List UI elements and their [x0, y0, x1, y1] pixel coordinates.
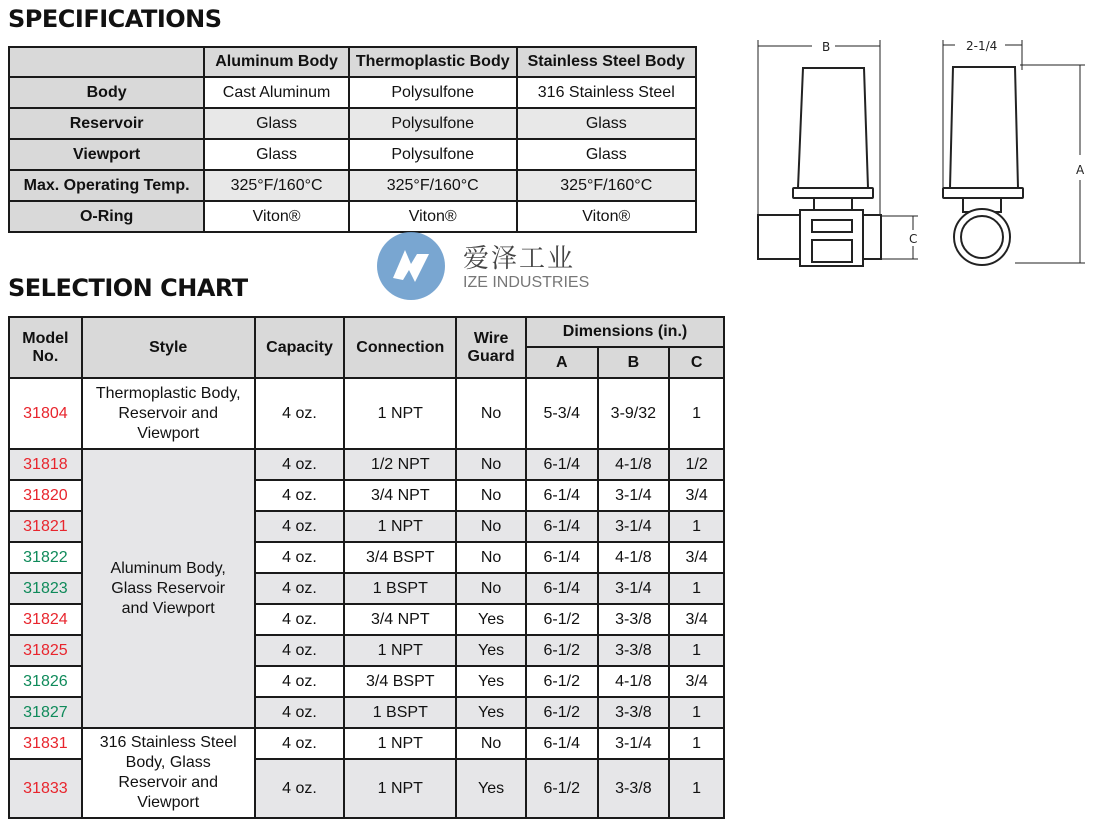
spec-row-max-temp [9, 170, 696, 201]
ize-industries-watermark [375, 230, 605, 302]
connection: 1 NPT [344, 635, 456, 666]
wire-guard: Yes [456, 666, 526, 697]
capacity: 4 oz. [255, 378, 345, 449]
dim-b: 3-1/4 [598, 511, 670, 542]
selection-chart-table [8, 316, 725, 819]
dim-b: 4-1/8 [598, 449, 670, 480]
dim-b: 3-1/4 [598, 728, 670, 759]
header-dim-b: B [598, 347, 670, 378]
connection: 3/4 BSPT [344, 542, 456, 573]
style-text: 316 Stainless Steel Body, Glass Reservoir and Viewport [99, 734, 237, 811]
connection: 1 NPT [344, 378, 456, 449]
model-number: 31827 [9, 697, 82, 728]
wire-guard: Yes [456, 604, 526, 635]
dim-c: 1 [669, 378, 724, 449]
dim-a: 6-1/2 [526, 759, 598, 818]
dim-a: 6-1/2 [526, 697, 598, 728]
dim-c: 1/2 [669, 449, 724, 480]
wire-guard: No [456, 728, 526, 759]
model-number: 31833 [9, 759, 82, 818]
wire-guard: No [456, 378, 526, 449]
dim-a: 6-1/2 [526, 666, 598, 697]
spec-value: Cast Aluminum [204, 77, 349, 108]
dim-c: 1 [669, 759, 724, 818]
specifications-title: SPECIFICATIONS [8, 5, 222, 33]
spec-row-viewport [9, 139, 696, 170]
capacity: 4 oz. [255, 573, 345, 604]
dim-a: 6-1/4 [526, 511, 598, 542]
dim-c: 1 [669, 697, 724, 728]
capacity: 4 oz. [255, 635, 345, 666]
wire-guard: No [456, 542, 526, 573]
dim-c: 1 [669, 728, 724, 759]
spec-label: Max. Operating Temp. [9, 170, 204, 201]
model-number: 31826 [9, 666, 82, 697]
header-wire-guard [456, 317, 526, 378]
dim-a: 6-1/4 [526, 480, 598, 511]
table-row [9, 449, 724, 480]
dim-b: 3-3/8 [598, 635, 670, 666]
header-style: Style [82, 317, 255, 378]
wire-guard: Yes [456, 697, 526, 728]
dim-a: 6-1/2 [526, 604, 598, 635]
dim-c: 3/4 [669, 666, 724, 697]
spec-label: Body [9, 77, 204, 108]
spec-row-body [9, 77, 696, 108]
header-connection: Connection [344, 317, 456, 378]
style-text: Aluminum Body, Glass Reservoir and Viewport [110, 559, 226, 617]
header-model-label: Model No. [22, 329, 69, 365]
connection: 1 BSPT [344, 573, 456, 604]
dim-a: 6-1/2 [526, 635, 598, 666]
dim-b: 3-3/8 [598, 759, 670, 818]
dim-b: 3-1/4 [598, 480, 670, 511]
dim-b: 3-3/8 [598, 604, 670, 635]
header-dim-a: A [526, 347, 598, 378]
spec-label: Viewport [9, 139, 204, 170]
style-cell [82, 728, 255, 818]
dimension-label-c: C [909, 232, 918, 246]
spec-value: Viton® [517, 201, 696, 232]
spec-header-empty [9, 47, 204, 77]
model-number: 31804 [9, 378, 82, 449]
dim-a: 5-3/4 [526, 378, 598, 449]
dim-c: 3/4 [669, 480, 724, 511]
dimension-label-a: A [1076, 163, 1085, 177]
dimension-label-width: 2-1/4 [966, 39, 998, 53]
model-number: 31821 [9, 511, 82, 542]
wire-guard: Yes [456, 635, 526, 666]
dimension-label-b: B [822, 40, 831, 54]
capacity: 4 oz. [255, 728, 345, 759]
capacity: 4 oz. [255, 542, 345, 573]
header-wire-guard-label: Wire Guard [467, 329, 515, 365]
style-cell [82, 449, 255, 728]
spec-row-reservoir [9, 108, 696, 139]
capacity: 4 oz. [255, 604, 345, 635]
dim-b: 4-1/8 [598, 542, 670, 573]
ize-logo-icon [375, 230, 447, 302]
dim-a: 6-1/4 [526, 542, 598, 573]
spec-value: Glass [517, 108, 696, 139]
connection: 3/4 NPT [344, 604, 456, 635]
spec-value: Polysulfone [349, 108, 517, 139]
wire-guard: Yes [456, 759, 526, 818]
dim-c: 3/4 [669, 542, 724, 573]
style-text: Thermoplastic Body, Reservoir and Viewport [95, 384, 241, 442]
spec-value: 325°F/160°C [204, 170, 349, 201]
watermark-english: IZE INDUSTRIES [463, 274, 590, 291]
spec-value: 325°F/160°C [517, 170, 696, 201]
connection: 1 NPT [344, 759, 456, 818]
wire-guard: No [456, 480, 526, 511]
connection: 1/2 NPT [344, 449, 456, 480]
spec-label: Reservoir [9, 108, 204, 139]
dimension-drawing [740, 30, 1100, 285]
model-number: 31818 [9, 449, 82, 480]
capacity: 4 oz. [255, 449, 345, 480]
model-number: 31823 [9, 573, 82, 604]
header-dimensions: Dimensions (in.) [526, 317, 724, 347]
spec-value: Viton® [349, 201, 517, 232]
connection: 1 NPT [344, 728, 456, 759]
dim-c: 3/4 [669, 604, 724, 635]
capacity: 4 oz. [255, 480, 345, 511]
capacity: 4 oz. [255, 759, 345, 818]
model-number: 31825 [9, 635, 82, 666]
connection: 3/4 NPT [344, 480, 456, 511]
spec-value: Viton® [204, 201, 349, 232]
spec-value: 325°F/160°C [349, 170, 517, 201]
wire-guard: No [456, 511, 526, 542]
model-number: 31831 [9, 728, 82, 759]
dim-c: 1 [669, 573, 724, 604]
dim-b: 3-1/4 [598, 573, 670, 604]
dim-b: 3-3/8 [598, 697, 670, 728]
dim-c: 1 [669, 511, 724, 542]
model-number: 31824 [9, 604, 82, 635]
wire-guard: No [456, 449, 526, 480]
specifications-table [8, 46, 697, 233]
spec-value: Glass [204, 139, 349, 170]
dim-b: 3-9/32 [598, 378, 670, 449]
model-number: 31820 [9, 480, 82, 511]
connection: 1 BSPT [344, 697, 456, 728]
spec-value: Glass [517, 139, 696, 170]
spec-header-aluminum: Aluminum Body [204, 47, 349, 77]
spec-row-o-ring [9, 201, 696, 232]
header-model-no [9, 317, 82, 378]
capacity: 4 oz. [255, 697, 345, 728]
spec-value: Polysulfone [349, 77, 517, 108]
dim-a: 6-1/4 [526, 728, 598, 759]
table-row [9, 728, 724, 759]
table-row [9, 378, 724, 449]
style-cell [82, 378, 255, 449]
connection: 1 NPT [344, 511, 456, 542]
spec-header-stainless: Stainless Steel Body [517, 47, 696, 77]
spec-header-thermoplastic: Thermoplastic Body [349, 47, 517, 77]
spec-label: O-Ring [9, 201, 204, 232]
wire-guard: No [456, 573, 526, 604]
dim-b: 4-1/8 [598, 666, 670, 697]
spec-value: Polysulfone [349, 139, 517, 170]
dim-c: 1 [669, 635, 724, 666]
spec-value: 316 Stainless Steel [517, 77, 696, 108]
header-capacity: Capacity [255, 317, 345, 378]
capacity: 4 oz. [255, 666, 345, 697]
selection-chart-title: SELECTION CHART [8, 274, 248, 302]
model-number: 31822 [9, 542, 82, 573]
header-dim-c: C [669, 347, 724, 378]
dim-a: 6-1/4 [526, 449, 598, 480]
spec-value: Glass [204, 108, 349, 139]
watermark-chinese: 爱泽工业 [463, 244, 576, 274]
sight-glass-drawing-icon [740, 30, 1100, 280]
capacity: 4 oz. [255, 511, 345, 542]
connection: 3/4 BSPT [344, 666, 456, 697]
dim-a: 6-1/4 [526, 573, 598, 604]
